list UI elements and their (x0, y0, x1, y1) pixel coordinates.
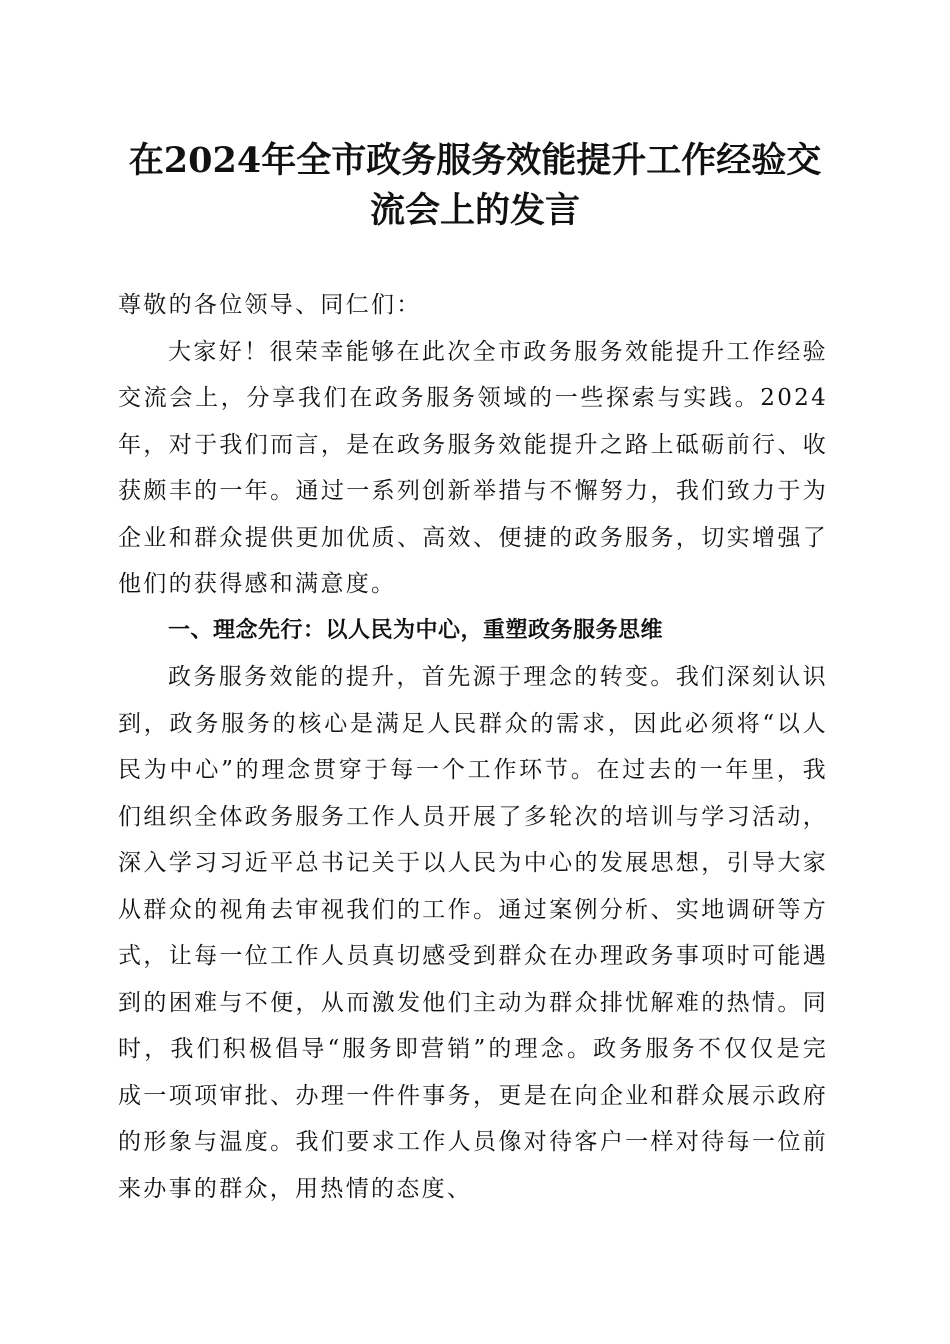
section-heading-1: 一、理念先行：以人民为中心，重塑政务服务思维 (168, 617, 664, 643)
title-line-1: 在2024年全市政务服务效能提升工作经验交 (128, 140, 822, 181)
intro-paragraph: 大家好！很荣幸能够在此次全市政务服务效能提升工作经验交流会上，分享我们在政务服务领域的一些探索与实践。2024年，对于我们而言，是在政务服务效能提升之路上砥砺前行、收获颇丰的一年。通过一系列创新举措与不懈努力，我们致力于为企业和群众提供更加优质、高效、便捷的政务服务，切实增强了他们的获得感和满意度。 (118, 338, 828, 597)
title-line-2: 流会上的发言 (369, 190, 580, 231)
section-1-paragraph: 政务服务效能的提升，首先源于理念的转变。我们深刻认识到，政务服务的核心是满足人民群众的需求，因此必须将“以人民为中心”的理念贯穿于每一个工作环节。在过去的一年里，我们组织全体政务服务工作人员开展了多轮次的培训与学习活动，深入学习习近平总书记关于以人民为中心的发展思想，引导大家从群众的视角去审视我们的工作。通过案例分析、实地调研等方式，让每一位工作人员真切感受到群众在办理政务事项时可能遇到的困难与不便，从而激发他们主动为群众排忧解难的热情。同时，我们积极倡导“服务即营销”的理念。政务服务不仅仅是完成一项项审批、办理一件件事务，更是在向企业和群众展示政府的形象与温度。我们要求工作人员像对待客户一样对待每一位前来办事的群众，用热情的态度、 (118, 664, 828, 1202)
document-title (100, 136, 850, 236)
salutation: 尊敬的各位领导、同仁们： (118, 292, 422, 318)
document-body (118, 282, 828, 1212)
